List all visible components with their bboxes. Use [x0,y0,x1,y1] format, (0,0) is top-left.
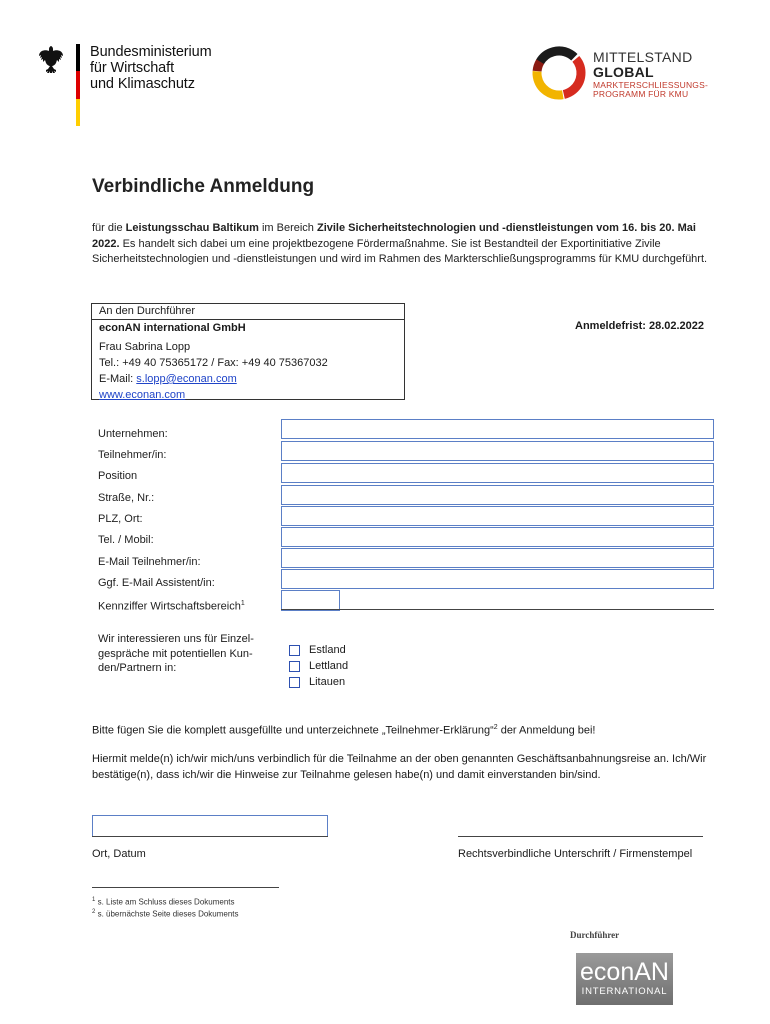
signature-label: Rechtsverbindliche Unterschrift / Firmenstempel [458,848,693,860]
label-position: Position [98,470,138,482]
signature-line [458,836,703,837]
sector-code-underline [281,609,714,610]
address-email-row [99,371,404,387]
footnote-2-text: s. übernächste Seite dieses Dokuments [95,909,239,919]
intro-text-1: für die [92,222,126,234]
footnote-divider [92,887,279,888]
label-phone: Tel. / Mobil: [98,534,154,546]
ministry-line-2: für Wirtschaft [90,60,175,76]
label-sector-code [98,597,245,614]
participant-email-input[interactable] [281,548,714,568]
econan-logo [576,953,673,1005]
intro-text-2: im Bereich [258,222,317,234]
program-line-4: PROGRAMM FÜR KMU [593,89,689,99]
attachment-note-text: Bitte fügen Sie die komplett ausgefüllte und unterzeichnete „Teilnehmer-Erklärung“ [92,724,494,737]
label-street: Straße, Nr.: [98,492,155,504]
ministry-line-1: Bundesministerium [90,44,212,60]
street-input[interactable] [281,485,714,505]
label-company: Unternehmen: [98,428,168,440]
address-company: econAN international GmbH [99,322,246,334]
econan-logo-line-2: INTERNATIONAL [581,986,668,997]
zip-city-input[interactable] [281,506,714,526]
position-input[interactable] [281,463,714,483]
phone-input[interactable] [281,527,714,547]
sector-code-input[interactable] [281,590,340,611]
label-participant-email: E-Mail Teilnehmer/in: [98,556,201,568]
address-heading: An den Durchführer [92,304,404,320]
organizer-address-box [91,303,405,400]
place-date-line [92,836,328,837]
interest-text: Wir interessieren uns für Einzel-gespräche mit potentiellen Kun-den/Partnern in: [98,633,254,674]
footnote-1-number: 1 [92,897,96,903]
intro-sector-dates: Zivile Sicherheitstechnologien und -dienstleistungen vom 16. bis 20. Mai 2022. [92,222,696,250]
place-date-input[interactable] [92,815,328,837]
checkbox-label-estland: Estland [309,644,346,656]
checkbox-square-icon[interactable] [289,645,300,656]
page-title: Verbindliche Anmeldung [92,176,315,197]
footnote-1-text: s. Liste am Schluss dieses Dokuments [95,897,235,907]
footnote-2 [92,907,239,920]
program-line-3: MARKTERSCHLIESSUNGS- [593,80,708,90]
label-assistant-email: Ggf. E-Mail Assistent/in: [98,577,215,589]
intro-text-3: Es handelt sich dabei um eine projektbezogene Fördermaßnahme. Sie ist Bestandteil der Exportinitiative Zivile Sicherheitstechnologien und -dienstleistungen und wird im Rahmen des Markterschließungsprogramms für KMU durchgeführt. [92,237,708,265]
checkbox-square-icon[interactable] [289,677,300,688]
checkbox-estland[interactable] [289,643,346,657]
checkbox-label-litauen: Litauen [309,676,346,688]
checkbox-square-icon[interactable] [289,661,300,672]
checkbox-label-lettland: Lettland [309,660,349,672]
program-line-2: GLOBAL [593,64,654,80]
binding-statement: Hiermit melde(n) ich/wir mich/uns verbindlich für die Teilnahme an der oben genannten Geschäftsanbahnungsreise an. Ich/Wir bestätige(n), dass ich/wir die Hinweise zur Teilnahme gelesen habe(n) und damit einverstanden bin/sind. [92,753,707,781]
econan-logo-line-1: econAN [580,958,669,986]
mittelstand-global-wordmark [593,50,708,99]
ministry-line-3: und Klimaschutz [90,76,195,92]
footnote-2-number: 2 [92,909,96,915]
organizer-label: Durchführer [570,930,620,940]
attachment-note [92,720,596,739]
address-email-label: E-Mail: [99,373,137,385]
attachment-footnote-ref: 2 [493,724,498,731]
registration-deadline: Anmeldefrist: 28.02.2022 [575,320,705,332]
participant-input[interactable] [281,441,714,461]
place-date-label: Ort, Datum [92,848,146,860]
address-phone: Tel.: +49 40 75365172 / Fax: +49 40 75367032 [99,357,328,369]
program-line-1: MITTELSTAND [593,49,693,65]
intro-event-name: Leistungsschau Baltikum [125,222,259,234]
german-flag-bar [76,44,80,126]
footnote-1 [92,895,235,908]
checkbox-lettland[interactable] [289,659,348,673]
website-link[interactable]: www.econan.com [99,389,186,401]
attachment-note-end: der Anmeldung bei! [497,724,596,737]
ministry-name [90,44,212,92]
sector-code-label-text: Kennziffer Wirtschaftsbereich [98,600,241,613]
checkbox-litauen[interactable] [289,675,345,689]
intro-paragraph [92,221,720,268]
mittelstand-global-logo-icon [530,44,588,102]
address-contact: Frau Sabrina Lopp [99,341,191,353]
label-participant: Teilnehmer/in: [98,449,167,461]
label-zip-city: PLZ, Ort: [98,513,143,525]
company-input[interactable] [281,419,714,439]
assistant-email-input[interactable] [281,569,714,589]
federal-eagle-icon [36,44,68,80]
email-link[interactable]: s.lopp@econan.com [136,373,237,385]
sector-code-footnote-ref: 1 [240,600,245,607]
